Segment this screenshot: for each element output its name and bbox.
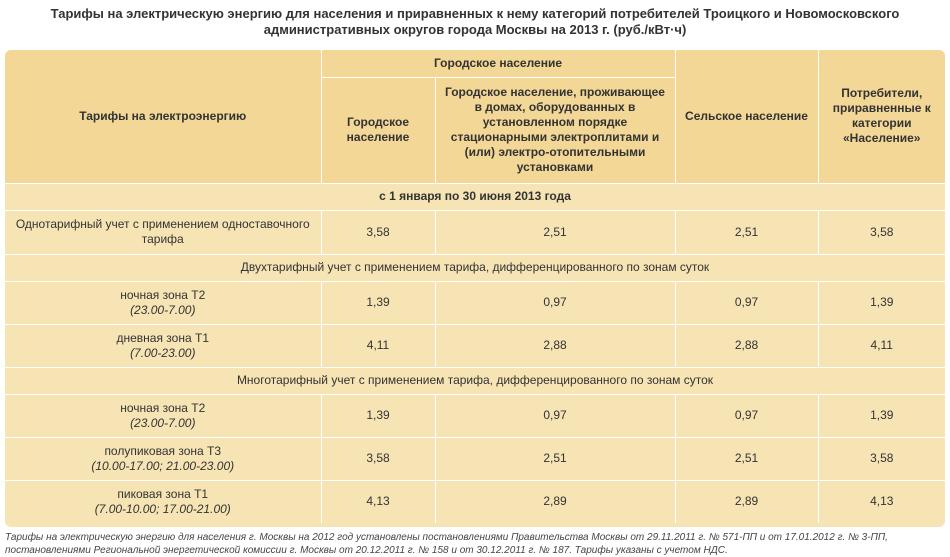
cell-value: 2,89 [675, 480, 818, 523]
cell-value: 1,39 [321, 281, 435, 324]
zone-hours: (10.00-17.00; 21.00-23.00) [91, 458, 235, 473]
row-label [5, 394, 321, 437]
table-row [5, 210, 945, 254]
table-row [5, 437, 945, 480]
header-equivalent: Потребители, приравненные к категории «Население» [818, 50, 945, 183]
cell-value: 3,58 [818, 437, 945, 480]
zone-hours: (23.00-7.00) [130, 415, 196, 430]
page-title: Тарифы на электрическую энергию для населения и приравненных к нему категорий потребителей Троицкого и Новомосковского административных округов города Москвы на 2013 г. (руб./кВт·ч) [50, 6, 900, 37]
tariff-table-container [5, 50, 945, 527]
table-row [5, 281, 945, 324]
cell-value: 4,11 [818, 324, 945, 367]
zone-name: дневная зона Т1 [116, 330, 209, 345]
table-row [5, 394, 945, 437]
cell-value: 2,51 [675, 437, 818, 480]
cell-value: 0,97 [675, 394, 818, 437]
header-tariff: Тарифы на электроэнергию [5, 50, 321, 183]
row-label [5, 324, 321, 367]
cell-value: 0,97 [435, 394, 675, 437]
period-row: с 1 января по 30 июня 2013 года [5, 183, 945, 210]
cell-value: 2,88 [435, 324, 675, 367]
zone-hours: (23.00-7.00) [130, 302, 196, 317]
footnote: Тарифы на электрическую энергию для населения г. Москвы на 2012 год установлены постановлениями Правительства Москвы от 29.11.2011 г. № 571-ПП и от 17.01.2012 г. № 3-ПП, постановлениями Региональной энергетической комиссии г. Москвы от 20.12.2011 г. № 158 и от 30.12.2011 г. № 187. Тарифы указаны с учетом НДС. [5, 532, 888, 556]
cell-value: 4,13 [321, 480, 435, 523]
row-label: Однотарифный учет с применением одноставочного тарифа [5, 210, 321, 254]
cell-value: 3,58 [818, 210, 945, 254]
cell-value: 2,51 [435, 210, 675, 254]
cell-value: 1,39 [818, 281, 945, 324]
row-label [5, 480, 321, 523]
table-row [5, 324, 945, 367]
cell-value: 1,39 [818, 394, 945, 437]
zone-name: ночная зона Т2 [120, 287, 206, 302]
header-urban-group: Городское население [321, 50, 675, 77]
zone-name: ночная зона Т2 [120, 400, 206, 415]
zone-hours: (7.00-10.00; 17.00-21.00) [94, 501, 231, 516]
cell-value: 2,51 [675, 210, 818, 254]
cell-value: 2,89 [435, 480, 675, 523]
tariff-table [5, 50, 945, 523]
header-rural: Сельское население [675, 50, 818, 183]
table-row [5, 480, 945, 523]
cell-value: 2,88 [675, 324, 818, 367]
cell-value: 3,58 [321, 437, 435, 480]
row-label [5, 437, 321, 480]
row-label [5, 281, 321, 324]
header-urban: Городское население [321, 77, 435, 183]
cell-value: 1,39 [321, 394, 435, 437]
cell-value: 4,13 [870, 494, 894, 509]
section-heading: Двухтарифный учет с применением тарифа, дифференцированного по зонам суток [5, 254, 945, 281]
cell-value: 2,51 [435, 437, 675, 480]
cell-value: 0,97 [675, 281, 818, 324]
cell-value: 4,11 [321, 324, 435, 367]
cell-value: 0,97 [435, 281, 675, 324]
cell-value: 3,58 [321, 210, 435, 254]
section-heading: Многотарифный учет с применением тарифа, дифференцированного по зонам суток [5, 367, 945, 394]
header-urban-stoves: Городское население, проживающее в домах, оборудованных в установленном порядке стационарными электроплитами и (или) электро-отопительными установками [435, 77, 675, 183]
zone-hours: (7.00-23.00) [130, 345, 196, 360]
zone-name: пиковая зона Т1 [117, 486, 209, 501]
zone-name: полупиковая зона Т3 [104, 443, 222, 458]
